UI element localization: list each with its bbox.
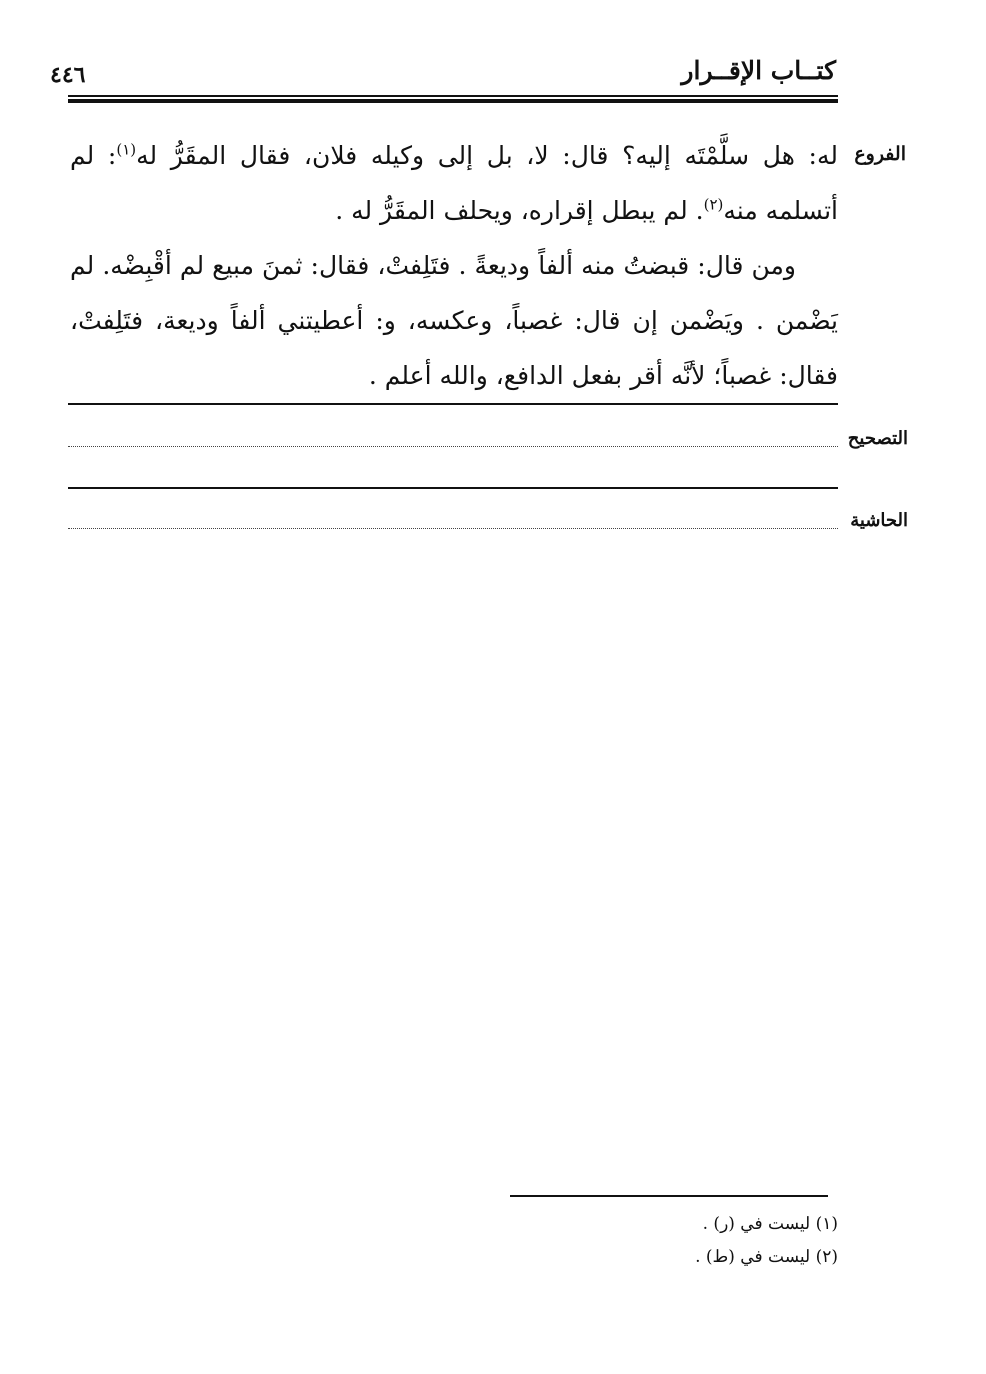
footnote-ref-1[interactable]: (١) bbox=[116, 140, 137, 159]
paragraph-1-part-3: . لم يبطل إقراره، ويحلف المقَرُّ له . bbox=[335, 196, 704, 225]
header-rule-thin bbox=[68, 95, 838, 97]
footnote-ref-2[interactable]: (٢) bbox=[703, 195, 724, 214]
side-label-branches: الفروع bbox=[854, 143, 906, 165]
main-text bbox=[70, 128, 838, 403]
correction-label: التصحيح bbox=[847, 428, 908, 449]
header-rule-thick bbox=[68, 99, 838, 103]
footnote-2: (٢) ليست في (ط) . bbox=[695, 1247, 838, 1267]
section-rule-margin bbox=[68, 487, 838, 489]
margin-notes-dotted-line[interactable] bbox=[68, 528, 838, 529]
footnote-1: (١) ليست في (ر) . bbox=[702, 1214, 838, 1234]
running-header-title: كتــاب الإقــرار bbox=[681, 56, 836, 85]
paragraph-1-part-1: له: هل سلَّمْتَه إليه؟ قال: لا، بل إلى وكيله فلان، فقال المقَرُّ له bbox=[136, 141, 838, 170]
footnotes bbox=[695, 1208, 838, 1274]
paragraph-2: ومن قال: قبضتُ منه ألفاً وديعةً . فتَلِفتْ، فقال: ثمنَ مبيع لم أقْبِضْه. لم يَضْمن . ويَضْمن إن قال: غصباً، وعكسه، و: أعطيتني ألفاً وديعة، فتَلِفتْ، فقال: غصباً؛ لأنَّه أقر بفعل الدافع، والله أعلم . bbox=[70, 251, 838, 390]
section-rule-correction bbox=[68, 403, 838, 405]
page-number: ٤٤٦ bbox=[50, 62, 86, 88]
margin-notes-label: الحاشية bbox=[850, 510, 908, 531]
paragraph-1-part-2: : لم أتسلمه منه bbox=[70, 141, 838, 225]
correction-dotted-line[interactable] bbox=[68, 446, 838, 447]
footnote-separator bbox=[510, 1195, 828, 1197]
paragraph-1 bbox=[70, 128, 838, 238]
